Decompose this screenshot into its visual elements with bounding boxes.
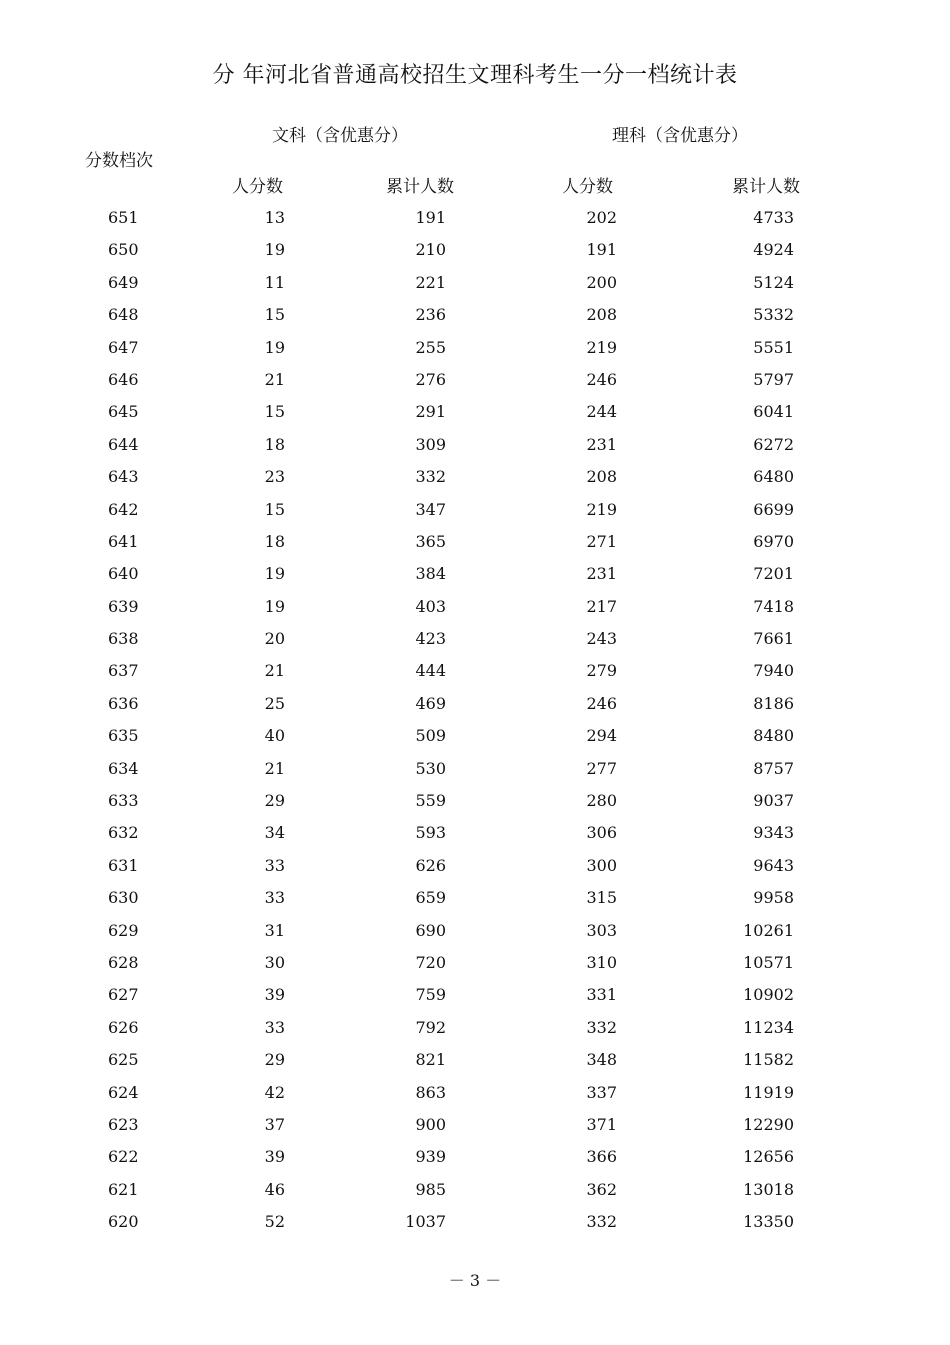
like-cumulative-cell: 9643: [753, 855, 794, 875]
wenke-cumulative-cell: 365: [415, 531, 446, 551]
like-cumulative-cell: 9343: [753, 823, 794, 843]
wenke-cumulative-cell: 690: [415, 920, 446, 940]
wenke-cumulative-cell: 939: [415, 1147, 446, 1167]
like-cumulative-cell: 5551: [753, 337, 794, 357]
like-count-cell: 244: [586, 402, 617, 422]
wenke-count-cell: 21: [264, 758, 285, 778]
like-count-cell: 231: [586, 564, 617, 584]
wenke-count-cell: 39: [264, 1147, 285, 1167]
like-cumulative-cell: 9958: [753, 888, 794, 908]
wenke-count-cell: 19: [264, 564, 285, 584]
table-row: [0, 882, 950, 914]
wenke-cumulative-cell: 509: [415, 726, 446, 746]
wenke-count-cell: 30: [264, 952, 285, 972]
table-row: [0, 1044, 950, 1076]
like-cumulative-cell: 13350: [743, 1212, 794, 1232]
wenke-count-cell: 33: [264, 888, 285, 908]
wenke-count-cell: 52: [264, 1212, 285, 1232]
wenke-cumulative-cell: 530: [415, 758, 446, 778]
wenke-count-cell: 37: [264, 1114, 285, 1134]
wenke-cumulative-cell: 659: [415, 888, 446, 908]
score-cell: 629: [108, 920, 139, 940]
like-count-cell: 362: [586, 1179, 617, 1199]
like-cumulative-cell: 7661: [753, 629, 794, 649]
wenke-cumulative-cell: 210: [415, 240, 446, 260]
like-cumulative-cell: 10261: [743, 920, 794, 940]
table-row: [0, 234, 950, 266]
like-cumulative-cell: 11919: [743, 1082, 794, 1102]
like-cumulative-cell: 9037: [753, 791, 794, 811]
wenke-count-cell: 46: [264, 1179, 285, 1199]
like-cumulative-cell: 6041: [753, 402, 794, 422]
score-cell: 622: [108, 1147, 139, 1167]
like-count-cell: 277: [586, 758, 617, 778]
table-row: [0, 364, 950, 396]
like-cumulative-cell: 6970: [753, 531, 794, 551]
table-row: [0, 1206, 950, 1238]
like-cumulative-cell: 6272: [753, 434, 794, 454]
like-count-header: 人分数: [562, 177, 613, 197]
wenke-cumulative-cell: 191: [415, 208, 446, 227]
score-cell: 636: [108, 693, 139, 713]
wenke-cumulative-cell: 1037: [405, 1212, 446, 1232]
page-title: 分 年河北省普通高校招生文理科考生一分一档统计表: [212, 63, 738, 88]
like-count-cell: 246: [586, 693, 617, 713]
table-row: [0, 850, 950, 882]
like-count-cell: 315: [586, 888, 617, 908]
score-cell: 646: [108, 369, 139, 389]
wenke-count-header: 人分数: [232, 177, 283, 197]
score-cell: 638: [108, 629, 139, 649]
wenke-count-cell: 19: [264, 337, 285, 357]
like-count-cell: 231: [586, 434, 617, 454]
table-row: [0, 1012, 950, 1044]
like-cumulative-cell: 4924: [753, 240, 794, 260]
score-cell: 621: [108, 1179, 139, 1199]
score-cell: 625: [108, 1050, 139, 1070]
score-cell: 632: [108, 823, 139, 843]
like-count-cell: 306: [586, 823, 617, 843]
like-cumulative-cell: 6699: [753, 499, 794, 519]
score-cell: 647: [108, 337, 139, 357]
like-count-cell: 294: [586, 726, 617, 746]
wenke-cumulative-cell: 309: [415, 434, 446, 454]
like-cumulative-cell: 12290: [743, 1114, 794, 1134]
table-row: [0, 526, 950, 558]
wenke-count-cell: 15: [264, 499, 285, 519]
wenke-cumulative-cell: 236: [415, 305, 446, 325]
table-row: [0, 299, 950, 331]
like-count-cell: 279: [586, 661, 617, 681]
wenke-count-cell: 33: [264, 855, 285, 875]
table-row: [0, 591, 950, 623]
like-cumulative-cell: 13018: [743, 1179, 794, 1199]
table-row: [0, 1141, 950, 1173]
table-row: [0, 623, 950, 655]
score-cell: 645: [108, 402, 139, 422]
wenke-count-cell: 20: [264, 629, 285, 649]
score-cell: 651: [108, 208, 139, 227]
wenke-cumulative-cell: 792: [415, 1017, 446, 1037]
wenke-cumulative-cell: 985: [415, 1179, 446, 1199]
score-cell: 650: [108, 240, 139, 260]
score-cell: 627: [108, 985, 139, 1005]
wenke-count-cell: 18: [264, 434, 285, 454]
like-cumulative-cell: 7418: [753, 596, 794, 616]
like-count-cell: 202: [586, 208, 617, 227]
like-cumulative-cell: 8757: [753, 758, 794, 778]
wenke-count-cell: 21: [264, 661, 285, 681]
like-cumulative-cell: 8186: [753, 693, 794, 713]
wenke-cumulative-cell: 900: [415, 1114, 446, 1134]
score-cell: 626: [108, 1017, 139, 1037]
wenke-cumulative-cell: 444: [415, 661, 446, 681]
table-row: [0, 1077, 950, 1109]
page-number-value: 3: [469, 1271, 481, 1290]
like-count-cell: 310: [586, 952, 617, 972]
like-cumulative-cell: 11234: [743, 1017, 794, 1037]
score-cell: 624: [108, 1082, 139, 1102]
wenke-cumulative-cell: 469: [415, 693, 446, 713]
table-row: [0, 720, 950, 752]
table-row: [0, 1109, 950, 1141]
table-row: [0, 655, 950, 687]
wenke-count-cell: 25: [264, 693, 285, 713]
like-count-cell: 219: [586, 337, 617, 357]
wenke-cumulative-cell: 276: [415, 369, 446, 389]
like-count-cell: 246: [586, 369, 617, 389]
page-number-suffix: －: [485, 1271, 502, 1290]
score-table: [0, 202, 950, 1239]
score-cell: 642: [108, 499, 139, 519]
wenke-count-cell: 34: [264, 823, 285, 843]
wenke-count-cell: 19: [264, 240, 285, 260]
like-cumulative-cell: 10902: [743, 985, 794, 1005]
like-cumulative-cell: 11582: [743, 1050, 794, 1070]
table-row: [0, 558, 950, 590]
wenke-cumulative-cell: 559: [415, 791, 446, 811]
table-row: [0, 267, 950, 299]
like-count-cell: 280: [586, 791, 617, 811]
like-count-cell: 300: [586, 855, 617, 875]
wenke-cumulative-cell: 291: [415, 402, 446, 422]
score-cell: 643: [108, 467, 139, 487]
table-row: [0, 979, 950, 1011]
score-cell: 649: [108, 272, 139, 292]
table-row: [0, 461, 950, 493]
like-count-cell: 366: [586, 1147, 617, 1167]
like-count-cell: 331: [586, 985, 617, 1005]
wenke-cumulative-cell: 403: [415, 596, 446, 616]
wenke-count-cell: 42: [264, 1082, 285, 1102]
score-cell: 640: [108, 564, 139, 584]
wenke-cumulative-cell: 821: [415, 1050, 446, 1070]
score-cell: 620: [108, 1212, 139, 1232]
like-count-cell: 243: [586, 629, 617, 649]
wenke-count-cell: 39: [264, 985, 285, 1005]
score-cell: 648: [108, 305, 139, 325]
like-count-cell: 208: [586, 305, 617, 325]
wenke-cumulative-cell: 759: [415, 985, 446, 1005]
table-row: [0, 753, 950, 785]
like-count-cell: 200: [586, 272, 617, 292]
wenke-count-cell: 40: [264, 726, 285, 746]
table-row: [0, 947, 950, 979]
wenke-count-cell: 33: [264, 1017, 285, 1037]
like-cumulative-cell: 10571: [743, 952, 794, 972]
score-cell: 644: [108, 434, 139, 454]
score-cell: 630: [108, 888, 139, 908]
wenke-count-cell: 18: [264, 531, 285, 551]
like-count-cell: 219: [586, 499, 617, 519]
table-row: [0, 429, 950, 461]
like-count-cell: 271: [586, 531, 617, 551]
wenke-cumulative-cell: 255: [415, 337, 446, 357]
wenke-count-cell: 11: [264, 272, 285, 292]
wenke-count-cell: 29: [264, 791, 285, 811]
table-row: [0, 785, 950, 817]
wenke-cumulative-cell: 332: [415, 467, 446, 487]
score-cell: 628: [108, 952, 139, 972]
like-count-cell: 217: [586, 596, 617, 616]
table-row: [0, 1174, 950, 1206]
score-cell: 623: [108, 1114, 139, 1134]
like-cumulative-cell: 5332: [753, 305, 794, 325]
table-row: [0, 688, 950, 720]
like-cumulative-cell: 4733: [753, 208, 794, 227]
score-cell: 631: [108, 855, 139, 875]
score-cell: 641: [108, 531, 139, 551]
like-count-cell: 303: [586, 920, 617, 940]
like-count-cell: 332: [586, 1017, 617, 1037]
like-cumulative-cell: 6480: [753, 467, 794, 487]
wenke-cumulative-cell: 626: [415, 855, 446, 875]
like-count-cell: 208: [586, 467, 617, 487]
wenke-count-cell: 15: [264, 305, 285, 325]
wenke-count-cell: 19: [264, 596, 285, 616]
page-number: [0, 1268, 950, 1291]
like-cumulative-cell: 7940: [753, 661, 794, 681]
like-cumulative-cell: 8480: [753, 726, 794, 746]
page-number-prefix: －: [448, 1271, 465, 1290]
wenke-count-cell: 21: [264, 369, 285, 389]
wenke-cumulative-cell: 423: [415, 629, 446, 649]
like-cumulative-header: 累计人数: [732, 177, 800, 197]
score-cell: 637: [108, 661, 139, 681]
wenke-cumulative-cell: 593: [415, 823, 446, 843]
table-row: [0, 332, 950, 364]
table-row: [0, 915, 950, 947]
like-count-cell: 332: [586, 1212, 617, 1232]
like-count-cell: 348: [586, 1050, 617, 1070]
group-header-wenke: 文科（含优惠分）: [272, 126, 408, 146]
wenke-cumulative-cell: 347: [415, 499, 446, 519]
table-row: [0, 817, 950, 849]
wenke-cumulative-cell: 221: [415, 272, 446, 292]
like-count-cell: 337: [586, 1082, 617, 1102]
score-cell: 635: [108, 726, 139, 746]
group-header-like: 理科（含优惠分）: [612, 126, 748, 146]
like-count-cell: 371: [586, 1114, 617, 1134]
like-cumulative-cell: 5124: [753, 272, 794, 292]
wenke-count-cell: 31: [264, 920, 285, 940]
like-cumulative-cell: 7201: [753, 564, 794, 584]
score-cell: 633: [108, 791, 139, 811]
wenke-cumulative-cell: 384: [415, 564, 446, 584]
wenke-cumulative-header: 累计人数: [386, 177, 454, 197]
score-cell: 639: [108, 596, 139, 616]
wenke-count-cell: 13: [264, 208, 285, 227]
like-cumulative-cell: 5797: [753, 369, 794, 389]
wenke-count-cell: 15: [264, 402, 285, 422]
wenke-cumulative-cell: 720: [415, 952, 446, 972]
table-row: [0, 494, 950, 526]
score-cell: 634: [108, 758, 139, 778]
wenke-count-cell: 29: [264, 1050, 285, 1070]
like-count-cell: 191: [586, 240, 617, 260]
table-row: [0, 396, 950, 428]
score-column-header: 分数档次: [85, 151, 153, 171]
wenke-count-cell: 23: [264, 467, 285, 487]
table-row: [0, 202, 950, 234]
wenke-cumulative-cell: 863: [415, 1082, 446, 1102]
like-cumulative-cell: 12656: [743, 1147, 794, 1167]
